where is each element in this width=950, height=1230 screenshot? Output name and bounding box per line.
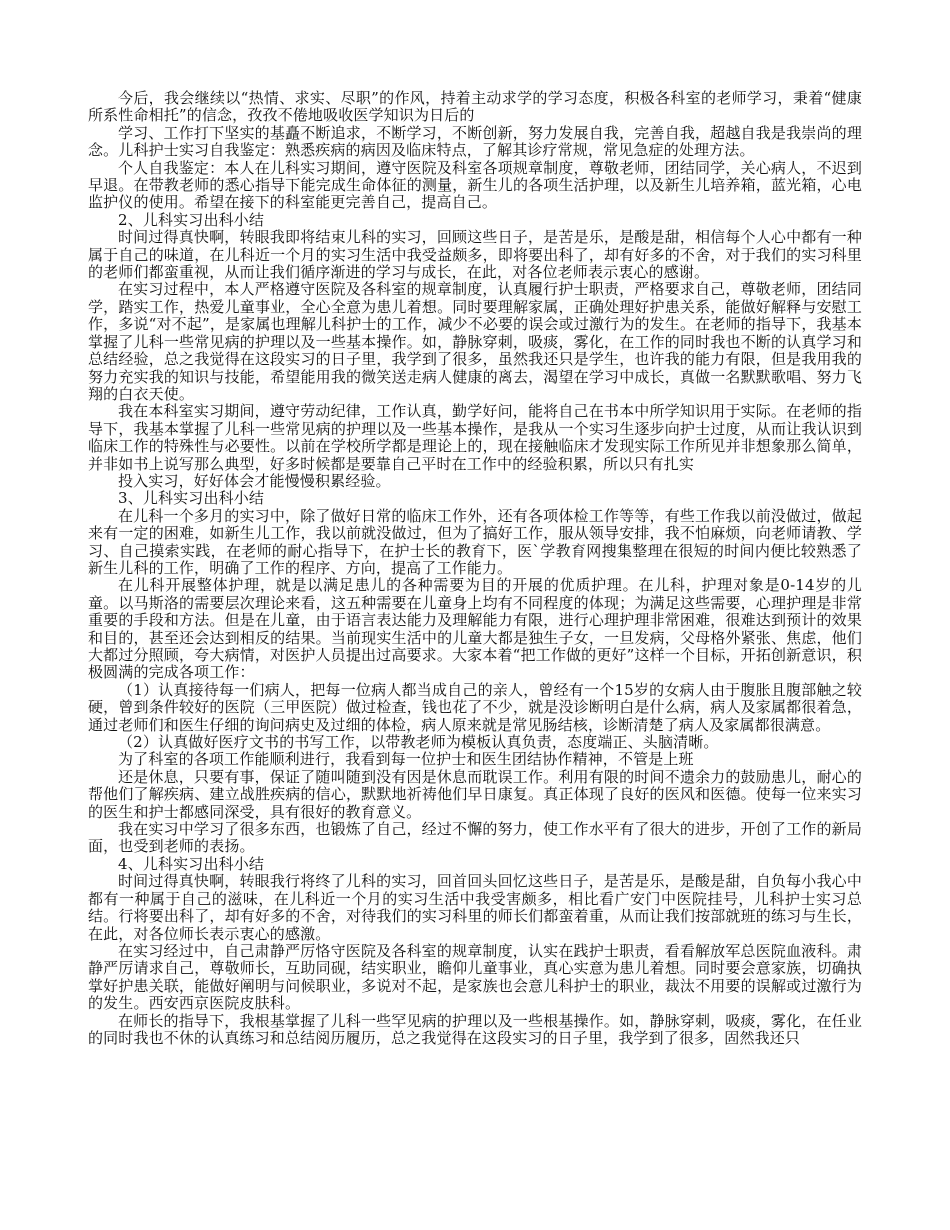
section-heading-3: 3、儿科实习出科小结 (118, 489, 265, 508)
paragraph-4: 时间过得真快啊，转眼我即将结束儿科的实习，回顾这些日子，是苦是乐，是酸是甜，相信每个人心中都有一种属于自己的味道，在儿科近一个月的实习生活中我受益颇多，即将要出科了，却有好多的不舍，对于我们的实习科里的老师们都蛮重视，从而让我们循序渐进的学习与成长，在此，对各位老师表示衷心的感谢。 (88, 228, 862, 282)
paragraph-7: 投入实习，好好体会才能慢慢积累经验。 (118, 471, 391, 490)
paragraph-3: 个人自我鉴定：本人在儿科实习期间，遵守医院及科室各项规章制度，尊敬老师，团结同学，关心病人，不迟到早退。在带教老师的悉心指导下能完成生命体征的测量，新生儿的各项生活护理，以及新生儿培养箱，蓝光箱，心电监护仪的使用。希望在接下的科室能更完善自己，提高自己。 (88, 158, 862, 212)
section-heading-4: 4、儿科实习出科小结 (118, 854, 265, 873)
section-heading-2: 2、儿科实习出科小结 (118, 210, 265, 229)
paragraph-2: 学习、工作打下坚实的基矗不断追求，不断学习，不断创新，努力发展自我，完善自我，超越自我是我崇尚的理念。儿科护士实习自我鉴定：熟悉疾病的病因及临床特点，了解其诊疗常规，常见急症的处理方法。 (88, 123, 862, 160)
paragraph-8: 在儿科一个多月的实习中，除了做好日常的临床工作外，还有各项体检工作等等，有些工作我以前没做过，做起来有一定的困难，如新生儿工作，我以前就没做过，但为了搞好工作，服从领导安排，我不怕麻烦，向老师请教、学习、自己摸索实践，在老师的耐心指导下，在护士长的教育下，医`学教育网搜集整理在很短的时间内便比较熟悉了新生儿科的工作，明确了工作的程序、方向，提高了工作能力。 (88, 506, 862, 577)
paragraph-12: 为了科室的各项工作能顺利进行，我看到每一位护士和医生团结协作精神，不管是上班 (118, 750, 694, 769)
paragraph-10: （1）认真接待每一们病人，把每一位病人都当成自己的亲人，曾经有一个15岁的女病人由于腹胀且腹部触之较硬，曾到条件较好的医院（三甲医院）做过检查，钱也花了不少，就是没诊断明白是什么病，病人及家属都很着急，通过老师们和医生仔细的询问病史及过细的体检，病人原来就是常见肠结核，诊断清楚了病人及家属都很满意。 (88, 680, 862, 734)
paragraph-15: 时间过得真快啊，转眼我行将终了儿科的实习，回首回头回忆这些日子，是苦是乐，是酸是甜，自负每小我心中都有一种属于自己的滋味，在儿科近一个月的实习生活中我受害颇多，相比看广安门中医院挂号，儿科护士实习总结。行将要出科了，却有好多的不舍，对待我们的实习科里的师长们都蛮着重，从而让我们按部就班的练习与生长，在此，对各位师长表示衷心的感激。 (88, 872, 862, 943)
paragraph-11: （2）认真做好医疗文书的书写工作，以带教老师为模板认真负责，态度端正、头脑清晰。 (118, 733, 719, 752)
paragraph-14: 我在实习中学习了很多东西，也锻炼了自己，经过不懈的努力，使工作水平有了很大的进步，开创了工作的新局面，也受到老师的表扬。 (88, 820, 862, 856)
paragraph-13: 还是休息，只要有事，保证了随叫随到没有因是休息而耽误工作。利用有限的时间不遗余力的鼓励患儿，耐心的帮他们了解疾病、建立战胜疾病的信心，默默地祈祷他们早日康复。真正体现了良好的医风和医德。使每一位来实习的医生和护士都感同深受，具有很好的教育意义。 (88, 767, 862, 821)
paragraph-5: 在实习过程中，本人严格遵守医院及各科室的规章制度，认真履行护士职责，严格要求自己，尊敬老师，团结同学，踏实工作，热爱儿童事业，全心全意为患儿着想。同时要理解家属，正确处理好护患关系，能做好解释与安慰工作，多说“对不起”，是家属也理解儿科护士的工作，减少不必要的误会或过激行为的发生。在老师的指导下，我基本掌握了儿科一些常见病的护理以及一些基本操作。如，静脉穿刺，吸痰，雾化，在工作的同时我也不断的认真学习和总结经验，总之我觉得在这段实习的日子里，我学到了很多，虽然我还只是学生，也许我的能力有限，但是我用我的努力充实我的知识与技能，希望能用我的微笑送走病人健康的离去，渴望在学习中成长，真做一名默默歌唱、努力飞翔的白衣天使。 (88, 280, 862, 403)
paragraph-9: 在儿科开展整体护理，就是以满足患儿的各种需要为目的开展的优质护理。在儿科，护理对象是0-14岁的儿童。以马斯洛的需要层次理论来看，这五种需要在儿童身上均有不同程度的体现；为满足这些需要，心理护理是非常重要的手段和方法。但是在儿童，由于语言表达能力及理解能力有限，进行心理护理非常困难，很难达到预计的效果和目的，甚至还会达到相反的结果。当前现实生活中的儿童大都是独生子女，一旦发病，父母格外紧张、焦虑，他们大都过分照顾，夸大病情，对医护人员提出过高要求。大家本着“把工作做的更好”这样一个目标，开拓创新意识，积极圆满的完成各项工作： (88, 576, 862, 682)
paragraph-17: 在师长的指导下，我根基掌握了儿科一些罕见病的护理以及一些根基操作。如，静脉穿刺，吸痰，雾化，在任业的同时我也不休的认真练习和总结阅历履历，总之我觉得在这段实习的日子里，我学到了很多，固然我还只 (88, 1011, 862, 1047)
paragraph-6: 我在本科室实习期间，遵守劳动纪律，工作认真，勤学好问，能将自己在书本中所学知识用于实际。在老师的指导下，我基本掌握了儿科一些常见病的护理以及一些基本操作，是我从一个实习生逐步向护士过度，从而让我认识到临床工作的特殊性与必要性。以前在学校所学都是理论上的，现在接触临床才发现实际工作所见并非想象那么简单，并非如书上说写那么典型，好多时候都是要靠自己平时在工作中的经验积累，所以只有扎实 (88, 402, 862, 473)
paragraph-1: 今后，我会继续以“热情、求实、尽职”的作风，持着主动求学的学习态度，积极各科室的老师学习，秉着“健康所系性命相托”的信念，孜孜不倦地吸收医学知识为日后的 (88, 89, 862, 125)
paragraph-16: 在实习经过中，自己肃静严厉恪守医院及各科室的规章制度，认实在践护士职责，看看解放军总医院血液科。肃静严厉请求自己，尊敬师长，互助同砚，结实职业，瞻仰儿童事业，真心实意为患儿着想。同时要会意家族，切确执掌好护患关联，能做好阐明与问候职业，多说对不起，是家族也会意儿科护士的职业，裁汰不用要的误解或过激行为的发生。西安西京医院皮肤科。 (88, 941, 862, 1013)
